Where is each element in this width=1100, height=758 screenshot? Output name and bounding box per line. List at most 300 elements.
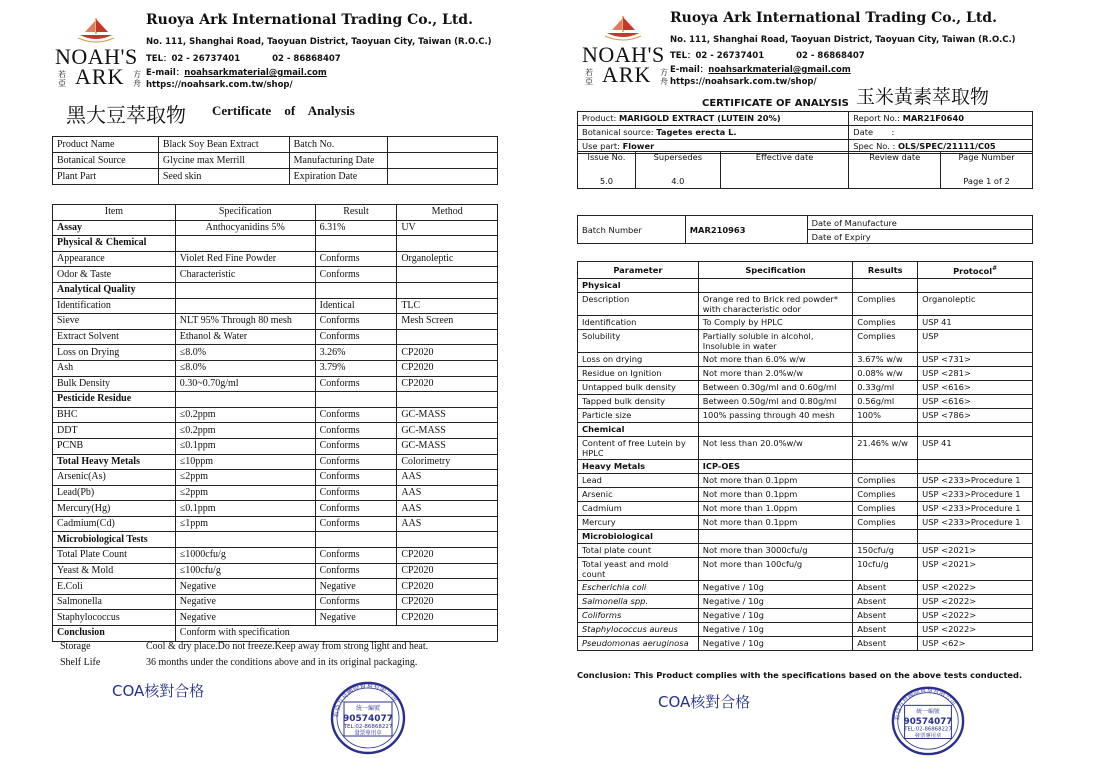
table-row bbox=[578, 488, 1033, 502]
table-cell: USP 41 bbox=[918, 316, 1033, 330]
table-cell: Conforms bbox=[315, 267, 397, 283]
left-certificate-page bbox=[0, 0, 545, 757]
table-cell: Not more than 100cfu/g bbox=[698, 558, 853, 581]
table-cell: Conforms bbox=[315, 454, 397, 470]
column-header: Result bbox=[315, 205, 397, 221]
table-row bbox=[53, 298, 498, 314]
email-link[interactable]: noahsarkmaterial@gmail.com bbox=[184, 68, 327, 78]
issue-value bbox=[720, 162, 849, 188]
table-row bbox=[578, 502, 1033, 516]
use-part-value: Flower bbox=[622, 141, 655, 151]
table-row bbox=[53, 501, 498, 517]
table-cell: Arsenic(As) bbox=[53, 470, 176, 486]
table-cell: Conforms bbox=[315, 407, 397, 423]
table-row bbox=[578, 367, 1033, 381]
report-value: MAR21F0640 bbox=[902, 113, 964, 123]
table-cell: Conforms bbox=[315, 516, 397, 532]
table-cell: Conforms bbox=[315, 314, 397, 330]
report-header-table bbox=[577, 111, 1033, 154]
table-cell: USP <233>Procedure 1 bbox=[918, 516, 1033, 530]
empty-cell bbox=[315, 236, 397, 252]
analysis-table bbox=[52, 204, 498, 642]
table-row bbox=[53, 516, 498, 532]
table-cell bbox=[918, 460, 1033, 474]
table-row bbox=[578, 381, 1033, 395]
table-cell: 0.30~0.70g/ml bbox=[175, 376, 315, 392]
table-cell: Complies bbox=[853, 330, 918, 353]
table-row bbox=[53, 220, 498, 236]
fax-number: 02 - 86868407 bbox=[796, 51, 865, 61]
table-cell: ≤8.0% bbox=[175, 345, 315, 361]
table-cell bbox=[853, 460, 918, 474]
table-cell: 3.79% bbox=[315, 360, 397, 376]
shelf-life-line bbox=[60, 657, 418, 668]
logo-cjk-left: 若亞 bbox=[585, 68, 593, 86]
table-cell: Characteristic bbox=[175, 267, 315, 283]
table-cell: Not less than 20.0%w/w bbox=[698, 437, 853, 460]
product-value: MARIGOLD EXTRACT (LUTEIN 20%) bbox=[618, 113, 781, 123]
batch-label: Batch Number bbox=[578, 216, 686, 244]
table-cell: Negative / 10g bbox=[698, 595, 853, 609]
report-no-cell bbox=[849, 112, 1033, 126]
table-row bbox=[578, 581, 1033, 595]
table-cell: CP2020 bbox=[397, 360, 498, 376]
document-title: CERTIFICATE OF ANALYSIS bbox=[702, 98, 849, 109]
table-cell: Conforms bbox=[315, 376, 397, 392]
info-cell: Black Soy Bean Extract bbox=[158, 137, 289, 153]
company-email bbox=[670, 63, 851, 75]
table-cell: ≤8.0% bbox=[175, 360, 315, 376]
seal-inner-bottom: 發票專用章 bbox=[914, 733, 942, 740]
table-cell bbox=[175, 298, 315, 314]
table-cell: UV bbox=[397, 220, 498, 236]
protocol-footnote-mark: # bbox=[992, 265, 998, 273]
logo-cjk-right: 方舟 bbox=[660, 68, 668, 86]
section-header: Microbiological Tests bbox=[53, 532, 176, 548]
column-header: Protocol# bbox=[918, 262, 1033, 279]
table-row bbox=[53, 626, 498, 642]
table-row bbox=[53, 532, 498, 548]
table-cell: AAS bbox=[397, 516, 498, 532]
email-label: E-mail： bbox=[146, 68, 185, 78]
date-label: Date : bbox=[853, 127, 895, 137]
spec-value: OLS/SPEC/21111/C05 bbox=[897, 141, 996, 151]
table-cell: Staphylococcus aureus bbox=[578, 623, 699, 637]
table-row bbox=[578, 544, 1033, 558]
table-row bbox=[53, 345, 498, 361]
conclusion-value: Conform with specification bbox=[175, 626, 497, 642]
table-cell: Loss on drying bbox=[578, 353, 699, 367]
empty-cell bbox=[853, 279, 918, 293]
table-header-row bbox=[53, 205, 498, 221]
table-cell: Colorimetry bbox=[397, 454, 498, 470]
column-header: Specification bbox=[175, 205, 315, 221]
table-cell: AAS bbox=[397, 501, 498, 517]
table-row bbox=[53, 329, 498, 345]
conclusion-label: Conclusion bbox=[53, 626, 176, 642]
table-cell: Conforms bbox=[315, 563, 397, 579]
table-row bbox=[578, 316, 1033, 330]
section-header: Microbiological bbox=[578, 530, 699, 544]
table-cell: Conforms bbox=[315, 470, 397, 486]
table-cell: USP <233>Procedure 1 bbox=[918, 502, 1033, 516]
section-header: Chemical bbox=[578, 423, 699, 437]
svg-text:若亞方舟國際貿易有限公司 bbox=[331, 681, 400, 718]
table-cell: Salmonella spp. bbox=[578, 595, 699, 609]
table-cell: TLC bbox=[397, 298, 498, 314]
botanical-value: Tagetes erecta L. bbox=[656, 127, 737, 137]
table-cell: Sieve bbox=[53, 314, 176, 330]
table-row bbox=[53, 282, 498, 298]
table-cell: GC-MASS bbox=[397, 423, 498, 439]
seal-number: 90574077 bbox=[342, 714, 394, 724]
table-cell: Absent bbox=[853, 609, 918, 623]
ship-logo-icon bbox=[602, 14, 644, 42]
company-seal-icon bbox=[888, 680, 968, 758]
table-cell: Not more than 0.1ppm bbox=[698, 516, 853, 530]
table-cell: ≤100cfu/g bbox=[175, 563, 315, 579]
empty-cell bbox=[315, 532, 397, 548]
table-cell: Negative bbox=[315, 579, 397, 595]
table-cell: USP <281> bbox=[918, 367, 1033, 381]
logo-ark-text: ARK bbox=[75, 64, 125, 89]
table-cell: USP <2021> bbox=[918, 544, 1033, 558]
table-cell: USP <2022> bbox=[918, 609, 1033, 623]
empty-cell bbox=[175, 392, 315, 408]
table-cell: Total plate count bbox=[578, 544, 699, 558]
company-address: No. 111, Shanghai Road, Taoyuan District, Taoyuan City, Taiwan (R.O.C.) bbox=[670, 35, 1016, 45]
table-cell: AAS bbox=[397, 485, 498, 501]
batch-table bbox=[577, 215, 1033, 244]
fax-number: 02 - 86868407 bbox=[272, 54, 341, 64]
issue-value bbox=[849, 162, 941, 188]
info-cell: Seed skin bbox=[158, 169, 289, 185]
date-cell bbox=[849, 126, 1033, 140]
product-info-table bbox=[52, 136, 498, 185]
table-cell: ≤2ppm bbox=[175, 485, 315, 501]
issue-value: 5.0 bbox=[578, 162, 636, 188]
table-cell: CP2020 bbox=[397, 563, 498, 579]
table-row bbox=[578, 293, 1033, 316]
table-cell: Particle size bbox=[578, 409, 699, 423]
table-row bbox=[578, 409, 1033, 423]
table-cell: Escherichia coli bbox=[578, 581, 699, 595]
table-cell: Identical bbox=[315, 298, 397, 314]
empty-cell bbox=[918, 279, 1033, 293]
table-cell: Complies bbox=[853, 516, 918, 530]
table-cell: Conforms bbox=[315, 329, 397, 345]
table-cell: AAS bbox=[397, 470, 498, 486]
table-cell: 10cfu/g bbox=[853, 558, 918, 581]
table-cell: Total Heavy Metals bbox=[53, 454, 176, 470]
table-cell: Conforms bbox=[315, 594, 397, 610]
table-cell: GC-MASS bbox=[397, 438, 498, 454]
table-cell: 6.31% bbox=[315, 220, 397, 236]
tel-number: TEL：02 - 26737401 bbox=[146, 54, 241, 64]
mfg-date-label: Date of Manufacture bbox=[807, 216, 1032, 230]
table-cell: CP2020 bbox=[397, 548, 498, 564]
empty-cell bbox=[397, 532, 498, 548]
table-cell: Complies bbox=[853, 316, 918, 330]
table-cell: Anthocyanidins 5% bbox=[175, 220, 315, 236]
table-cell: Not more than 2.0%w/w bbox=[698, 367, 853, 381]
table-row bbox=[578, 595, 1033, 609]
product-label: Product: bbox=[582, 113, 617, 123]
table-cell: BHC bbox=[53, 407, 176, 423]
logo-cjk-left: 若亞 bbox=[58, 70, 66, 88]
table-cell: Conforms bbox=[315, 438, 397, 454]
tel-number: TEL：02 - 26737401 bbox=[670, 51, 765, 61]
table-cell: Absent bbox=[853, 595, 918, 609]
issue-value: Page 1 of 2 bbox=[941, 162, 1033, 188]
coa-verified-stamp: COA核對合格 bbox=[658, 693, 751, 711]
table-cell: Absent bbox=[853, 581, 918, 595]
email-link[interactable]: noahsarkmaterial@gmail.com bbox=[708, 65, 851, 75]
table-cell: Loss on Drying bbox=[53, 345, 176, 361]
table-cell: Total yeast and mold count bbox=[578, 558, 699, 581]
table-cell: Not more than 0.1ppm bbox=[698, 474, 853, 488]
section-header: Analytical Quality bbox=[53, 282, 176, 298]
table-cell: Partially soluble in alcohol, Insoluble in water bbox=[698, 330, 853, 353]
coa-verified-stamp: COA核對合格 bbox=[112, 682, 205, 700]
column-header: Results bbox=[853, 262, 918, 279]
botanical-cell bbox=[578, 126, 849, 140]
table-cell: ≤1000cfu/g bbox=[175, 548, 315, 564]
table-cell: USP <233>Procedure 1 bbox=[918, 474, 1033, 488]
seal-tel: TEL:02-86868227 bbox=[904, 726, 952, 733]
svg-text:若亞方舟國際貿易有限公司 bbox=[892, 685, 959, 722]
table-cell: Yeast & Mold bbox=[53, 563, 176, 579]
table-cell: Negative bbox=[175, 579, 315, 595]
empty-cell bbox=[315, 392, 397, 408]
info-cell: Plant Part bbox=[53, 169, 159, 185]
table-cell: 0.56g/ml bbox=[853, 395, 918, 409]
empty-cell bbox=[918, 423, 1033, 437]
table-cell: Negative bbox=[315, 610, 397, 626]
table-cell: Tapped bulk density bbox=[578, 395, 699, 409]
column-header: Method bbox=[397, 205, 498, 221]
empty-cell bbox=[397, 392, 498, 408]
seal-ring-text: 若亞方舟國際貿易有限公司 bbox=[331, 681, 399, 719]
table-row bbox=[578, 474, 1033, 488]
table-cell: Complies bbox=[853, 293, 918, 316]
noahs-ark-logo bbox=[55, 16, 145, 96]
info-cell: Botanical Source bbox=[53, 153, 159, 169]
table-cell: 21.46% w/w bbox=[853, 437, 918, 460]
company-seal-icon bbox=[328, 676, 408, 756]
company-email bbox=[146, 66, 327, 78]
table-cell: Organoleptic bbox=[397, 251, 498, 267]
logo-ark-text: ARK bbox=[602, 62, 652, 87]
company-name: Ruoya Ark International Trading Co., Ltd. bbox=[670, 10, 997, 26]
table-cell: Violet Red Fine Powder bbox=[175, 251, 315, 267]
info-cell: Glycine max Merrill bbox=[158, 153, 289, 169]
table-cell: Description bbox=[578, 293, 699, 316]
empty-cell bbox=[397, 282, 498, 298]
table-cell: Orange red to Brick red powder* with characteristic odor bbox=[698, 293, 853, 316]
empty-cell bbox=[175, 532, 315, 548]
shelf-life-label: Shelf Life bbox=[60, 657, 101, 668]
table-row bbox=[53, 423, 498, 439]
table-cell: USP <62> bbox=[918, 637, 1033, 651]
table-cell: Staphylococcus bbox=[53, 610, 176, 626]
table-cell: Content of free Lutein by HPLC bbox=[578, 437, 699, 460]
company-header bbox=[560, 0, 1100, 100]
table-row bbox=[53, 267, 498, 283]
company-header bbox=[0, 0, 545, 100]
document-title: Certificate of Analysis bbox=[212, 103, 355, 118]
empty-cell bbox=[698, 279, 853, 293]
company-website[interactable]: https://noahsark.com.tw/shop/ bbox=[146, 80, 293, 90]
table-row bbox=[53, 376, 498, 392]
table-header-row bbox=[578, 262, 1033, 279]
issue-value: 4.0 bbox=[635, 162, 720, 188]
table-cell: Not more than 6.0% w/w bbox=[698, 353, 853, 367]
table-row bbox=[578, 609, 1033, 623]
table-cell: Ethanol & Water bbox=[175, 329, 315, 345]
column-header: Specification bbox=[698, 262, 853, 279]
table-cell: Negative bbox=[175, 594, 315, 610]
column-header: Item bbox=[53, 205, 176, 221]
table-cell: USP <786> bbox=[918, 409, 1033, 423]
table-cell: ≤1ppm bbox=[175, 516, 315, 532]
empty-cell bbox=[853, 423, 918, 437]
table-cell: Mercury(Hg) bbox=[53, 501, 176, 517]
company-address: No. 111, Shanghai Road, Taoyuan District, Taoyuan City, Taiwan (R.O.C.) bbox=[146, 37, 492, 47]
table-cell bbox=[397, 329, 498, 345]
table-cell: To Comply by HPLC bbox=[698, 316, 853, 330]
table-cell: USP <616> bbox=[918, 395, 1033, 409]
product-chinese-title: 玉米黃素萃取物 bbox=[856, 86, 990, 108]
table-cell: ≤2ppm bbox=[175, 470, 315, 486]
table-cell: NLT 95% Through 80 mesh bbox=[175, 314, 315, 330]
issue-header: Supersedes bbox=[635, 152, 720, 163]
table-cell: Conforms bbox=[315, 501, 397, 517]
table-cell: Solubility bbox=[578, 330, 699, 353]
table-row bbox=[578, 437, 1033, 460]
table-cell: ≤0.1ppm bbox=[175, 438, 315, 454]
issue-header: Review date bbox=[849, 152, 941, 163]
table-cell: 0.33g/ml bbox=[853, 381, 918, 395]
info-row bbox=[53, 137, 498, 153]
noahs-ark-logo bbox=[582, 14, 672, 94]
table-cell: USP <233>Procedure 1 bbox=[918, 488, 1033, 502]
table-cell: Arsenic bbox=[578, 488, 699, 502]
expiry-date-label: Date of Expiry bbox=[807, 230, 1032, 244]
table-cell: Negative / 10g bbox=[698, 581, 853, 595]
table-cell: Assay bbox=[53, 220, 176, 236]
table-row bbox=[53, 251, 498, 267]
table-row bbox=[53, 360, 498, 376]
seal-inner-top: 統一編號 bbox=[355, 705, 381, 712]
section-header: Physical bbox=[578, 279, 699, 293]
table-cell: Lead(Pb) bbox=[53, 485, 176, 501]
table-cell: USP <2022> bbox=[918, 623, 1033, 637]
info-cell bbox=[387, 169, 497, 185]
issue-header: Effective date bbox=[720, 152, 849, 163]
table-row bbox=[53, 485, 498, 501]
table-row bbox=[578, 279, 1033, 293]
table-cell: Odor & Taste bbox=[53, 267, 176, 283]
table-cell: ICP-OES bbox=[698, 460, 853, 474]
table-row bbox=[578, 558, 1033, 581]
table-cell: Not more than 3000cfu/g bbox=[698, 544, 853, 558]
table-cell: ≤0.2ppm bbox=[175, 423, 315, 439]
table-row bbox=[53, 392, 498, 408]
table-cell: Organoleptic bbox=[918, 293, 1033, 316]
table-row bbox=[53, 579, 498, 595]
empty-cell bbox=[918, 530, 1033, 544]
table-row bbox=[53, 407, 498, 423]
issue-header: Page Number bbox=[941, 152, 1033, 163]
table-row bbox=[53, 594, 498, 610]
table-row bbox=[578, 353, 1033, 367]
table-cell: Between 0.50g/ml and 0.80g/ml bbox=[698, 395, 853, 409]
info-cell: Expiration Date bbox=[289, 169, 387, 185]
table-cell: USP <616> bbox=[918, 381, 1033, 395]
table-cell: 3.26% bbox=[315, 345, 397, 361]
table-cell: USP <2022> bbox=[918, 581, 1033, 595]
table-cell: Between 0.30g/ml and 0.60g/ml bbox=[698, 381, 853, 395]
spec-label: Spec No. : bbox=[853, 141, 896, 151]
info-cell bbox=[387, 153, 497, 169]
empty-cell bbox=[315, 282, 397, 298]
table-cell: Residue on Ignition bbox=[578, 367, 699, 381]
table-row bbox=[578, 623, 1033, 637]
table-cell: Appearance bbox=[53, 251, 176, 267]
table-cell: Conforms bbox=[315, 251, 397, 267]
analysis-table bbox=[577, 261, 1033, 651]
info-cell: Batch No. bbox=[289, 137, 387, 153]
table-cell: ≤10ppm bbox=[175, 454, 315, 470]
column-header: Parameter bbox=[578, 262, 699, 279]
shelf-life-value: 36 months under the conditions above and in its original packaging. bbox=[146, 657, 418, 668]
table-cell: Identification bbox=[578, 316, 699, 330]
table-cell: Conforms bbox=[315, 423, 397, 439]
logo-noah-text: NOAH'S bbox=[55, 44, 138, 69]
table-cell: Untapped bulk density bbox=[578, 381, 699, 395]
table-row bbox=[578, 423, 1033, 437]
table-row bbox=[578, 460, 1033, 474]
table-cell: USP bbox=[918, 330, 1033, 353]
logo-noah-text: NOAH'S bbox=[582, 42, 665, 67]
right-certificate-page bbox=[560, 0, 1100, 757]
product-chinese-title: 黑大豆萃取物 bbox=[66, 103, 186, 127]
table-cell: 100% bbox=[853, 409, 918, 423]
table-cell: Heavy Metals bbox=[578, 460, 699, 474]
seal-tel: TEL:02-86868227 bbox=[343, 724, 393, 730]
table-cell: Cadmium(Cd) bbox=[53, 516, 176, 532]
table-cell: Identification bbox=[53, 298, 176, 314]
empty-cell bbox=[698, 423, 853, 437]
table-cell: Not more than 0.1ppm bbox=[698, 488, 853, 502]
table-cell: USP <731> bbox=[918, 353, 1033, 367]
table-cell: ≤0.1ppm bbox=[175, 501, 315, 517]
logo-cjk-right: 方舟 bbox=[133, 70, 141, 88]
table-cell: 3.67% w/w bbox=[853, 353, 918, 367]
table-cell: CP2020 bbox=[397, 345, 498, 361]
company-phone bbox=[670, 49, 865, 61]
table-row bbox=[53, 314, 498, 330]
table-row bbox=[53, 438, 498, 454]
table-cell: Negative bbox=[175, 610, 315, 626]
table-cell: Pseudomonas aeruginosa bbox=[578, 637, 699, 651]
company-website[interactable]: https://noahsark.com.tw/shop/ bbox=[670, 77, 817, 87]
table-cell: Not more than 1.0ppm bbox=[698, 502, 853, 516]
table-cell: ≤0.2ppm bbox=[175, 407, 315, 423]
table-cell: Total Plate Count bbox=[53, 548, 176, 564]
table-cell: E.Coli bbox=[53, 579, 176, 595]
